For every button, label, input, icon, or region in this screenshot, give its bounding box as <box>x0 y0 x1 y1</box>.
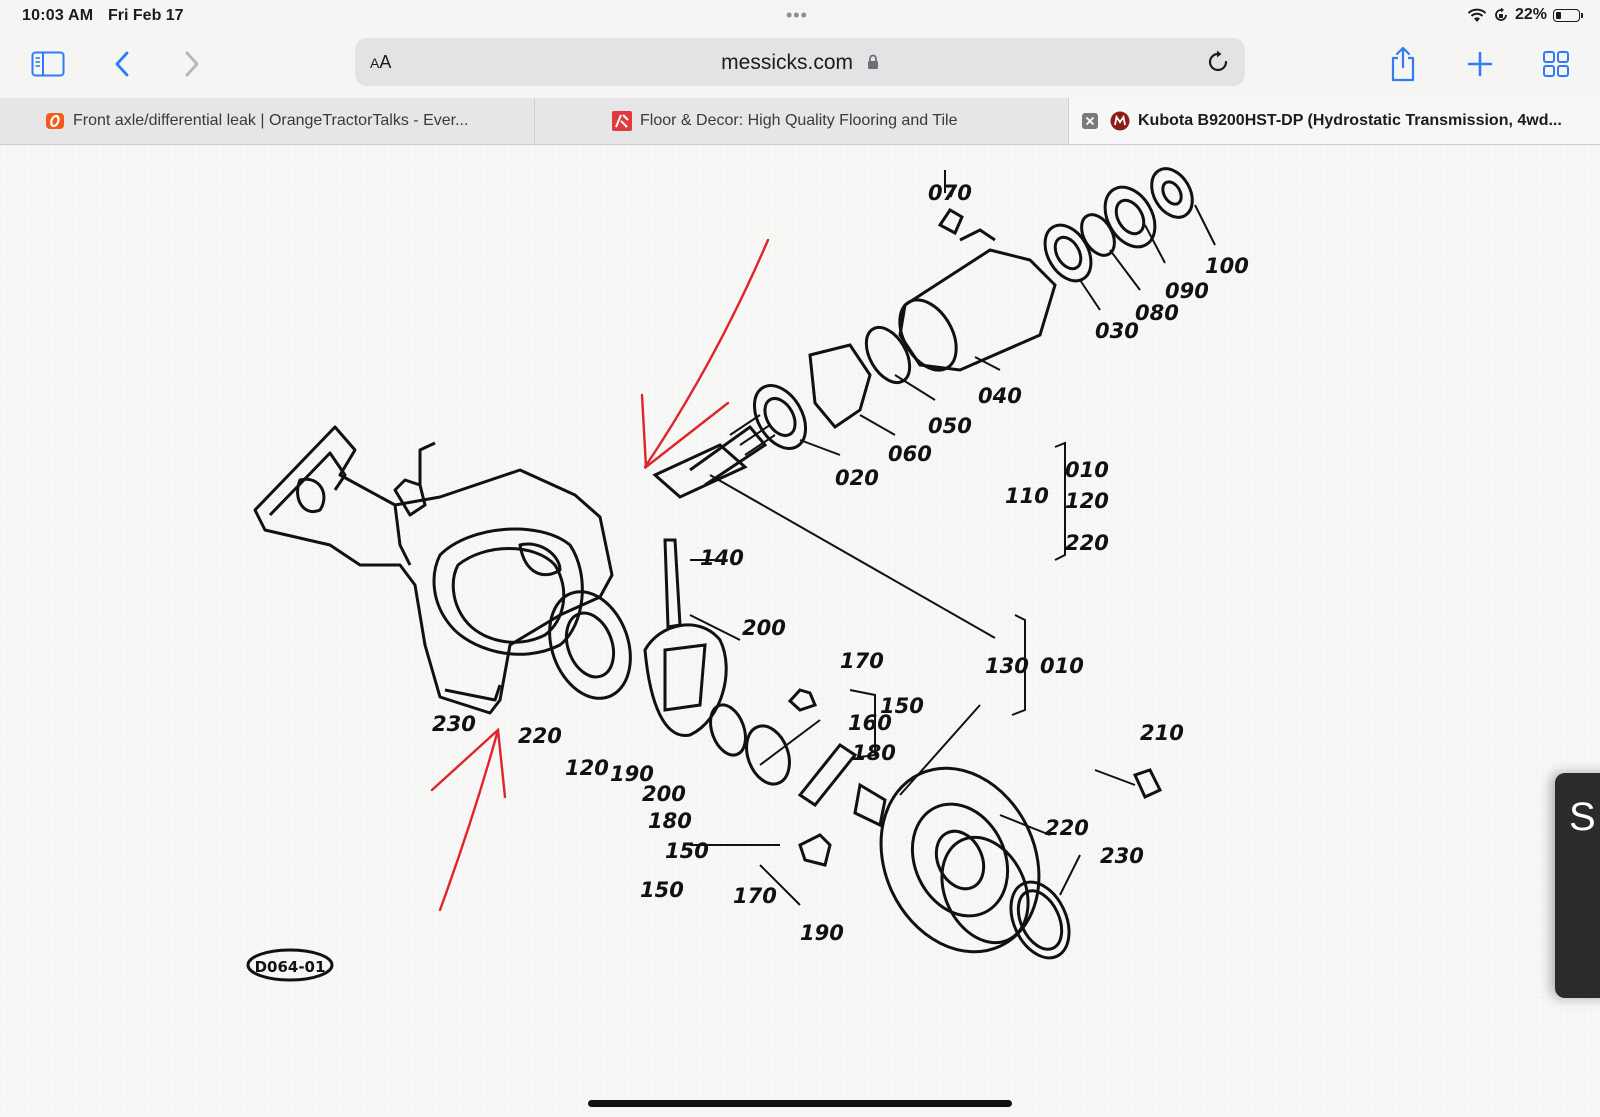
reload-icon[interactable] <box>1205 49 1231 75</box>
part-label: 220 <box>518 724 562 748</box>
forward-icon[interactable] <box>172 44 212 84</box>
tab-orange-tractor-talks[interactable] <box>0 98 534 144</box>
part-label: 130 <box>985 654 1029 678</box>
part-label: 220 <box>1045 816 1089 840</box>
part-label: 150 <box>665 839 709 863</box>
part-label: 170 <box>840 649 884 673</box>
figure-code: D064-01 <box>254 958 326 976</box>
lock-icon <box>867 52 879 76</box>
part-label: 160 <box>848 711 892 735</box>
part-label: 010 <box>1040 654 1084 678</box>
reader-aa-button[interactable]: AA <box>370 52 392 72</box>
part-label: 210 <box>1140 721 1184 745</box>
share-icon[interactable] <box>1383 44 1423 84</box>
part-label: 180 <box>852 741 896 765</box>
wifi-icon <box>1467 8 1487 23</box>
close-tab-icon[interactable] <box>1082 113 1098 129</box>
browser-toolbar <box>0 32 1600 96</box>
orientation-lock-icon <box>1493 7 1509 23</box>
tab-floor-and-decor[interactable] <box>534 98 1068 144</box>
part-label: 220 <box>1065 531 1109 555</box>
tab-title: Kubota B9200HST-DP (Hydrostatic Transmission, 4wd... <box>1138 112 1562 129</box>
part-label: 150 <box>640 878 684 902</box>
part-label: 110 <box>1005 484 1049 508</box>
part-label: 010 <box>1065 458 1109 482</box>
messicks-icon <box>1110 111 1130 131</box>
part-label: 200 <box>642 782 686 806</box>
part-label: 060 <box>888 442 932 466</box>
parts-diagram <box>0 145 1600 1117</box>
part-label: 150 <box>880 694 924 718</box>
orange-tractor-talks-icon <box>45 111 65 131</box>
part-label: 140 <box>700 546 744 570</box>
tab-kubota-parts[interactable] <box>1068 98 1600 144</box>
new-tab-icon[interactable] <box>1460 44 1500 84</box>
multitasking-dots-icon[interactable]: ••• <box>786 5 808 25</box>
part-label: 050 <box>928 414 972 438</box>
part-label: 020 <box>835 466 879 490</box>
part-label: 230 <box>432 712 476 736</box>
url-text: messicks.com <box>721 51 853 74</box>
slide-over-panel[interactable] <box>1555 773 1600 998</box>
part-label: 120 <box>1065 489 1109 513</box>
part-label: 190 <box>800 921 844 945</box>
status-indicators <box>1467 6 1580 24</box>
battery-icon <box>1553 9 1580 22</box>
tab-title: Floor & Decor: High Quality Flooring and Tile <box>640 112 958 129</box>
part-label: 100 <box>1205 254 1249 278</box>
part-label: 080 <box>1135 301 1179 325</box>
part-label: 230 <box>1100 844 1144 868</box>
battery-level-fill <box>1556 12 1561 19</box>
scan-texture <box>0 145 1600 1117</box>
part-label: 040 <box>978 384 1022 408</box>
part-label: 090 <box>1165 279 1209 303</box>
address-bar[interactable] <box>355 38 1245 86</box>
part-label: 180 <box>648 809 692 833</box>
floor-and-decor-icon <box>612 111 632 131</box>
status-bar <box>0 0 1600 32</box>
part-label: 070 <box>928 181 972 205</box>
status-date: Fri Feb 17 <box>108 7 184 24</box>
slide-over-label: S <box>1569 795 1596 839</box>
status-time: 10:03 AM <box>22 7 94 24</box>
tab-title: Front axle/differential leak | OrangeTractorTalks - Ever... <box>73 112 469 129</box>
home-indicator[interactable] <box>588 1100 1012 1107</box>
battery-percent: 22% <box>1514 6 1547 23</box>
sidebar-icon[interactable] <box>28 44 68 84</box>
part-label: 170 <box>733 884 777 908</box>
tab-bar <box>0 98 1600 145</box>
part-label: 030 <box>1095 319 1139 343</box>
tab-overview-icon[interactable] <box>1536 44 1576 84</box>
part-label: 200 <box>742 616 786 640</box>
part-label: 120 <box>565 756 609 780</box>
part-label: 190 <box>610 762 654 786</box>
page-content <box>0 145 1600 1117</box>
back-icon[interactable] <box>102 44 142 84</box>
